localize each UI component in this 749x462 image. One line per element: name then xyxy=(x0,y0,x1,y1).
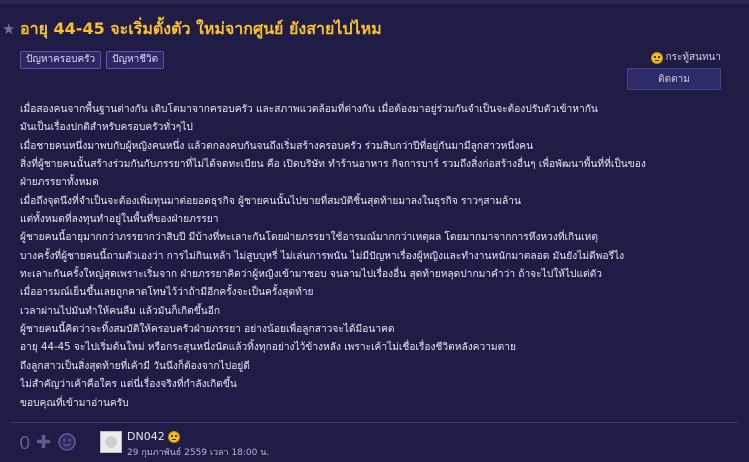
author-name[interactable]: DN042 xyxy=(127,430,165,443)
top-bar xyxy=(0,0,749,4)
author-block xyxy=(127,430,180,443)
body-line: บางครั้งที่ผู้ชายคนนี้ถามตัวเองว่า การไม่กินเหล้า ไม่สูบบุหรี่ ไม่เล่นการพนัน ไม่มีปัญหาเรื่องผู้หญิงและทำงานหนักมาตลอด มันยังไม่ดีพอรึไง xyxy=(20,250,625,262)
post-body xyxy=(20,101,720,413)
post-date: 29 กุมภาพันธ์ 2559 เวลา 18:00 น. xyxy=(127,448,270,458)
body-line: เมื่อสองคนจากพื้นฐานต่างกัน เติบโตมาจากครอบครัว และสภาพแวดล้อมที่ต่างกัน เมื่อต้องมาอยู่ร่วมกันจำเป็นจะต้องปรับตัวเข้าหากัน xyxy=(20,104,598,115)
post-title: อายุ 44-45 จะเริ่มตั้งตัว ใหม่จากศูนย์ ยังสายไปไหม xyxy=(20,19,382,38)
body-line: สิ่งที่ผู้ชายคนนั้นสร้างร่วมกันกับภรรยาที่ไม่ได้จดทะเบียน คือ เปิดบริษัท ทำร้านอาหาร กิจการบาร์ รวมถึงสิ่งก่อสร้างอื่นๆ เพื่อพัฒนาพื้นที่ที่เป็นของ xyxy=(20,159,646,171)
emoticon-icon xyxy=(168,431,180,443)
post-type-label xyxy=(651,50,721,65)
body-line: ผู้ชายคนนี้อายุมากกว่าภรรยากว่าสิบปี มีบ้างที่ทะเลาะกันโดยฝ่ายภรรยาใช้อารมณ์มากกว่าเหตุผล โดยมากมาจากการหึงหวงที่เกินเหตุ xyxy=(20,232,598,244)
body-line: ถึงลูกสาวเป็นสิ่งสุดท้ายที่เค้ามี วันนึงก็ต้องจากไปอยู่ดี xyxy=(20,360,250,372)
body-line: ขอบคุณที่เข้ามาอ่านครับ xyxy=(20,397,129,409)
body-line: แต่ทั้งหมดที่ลงทุนทำอยู่ในพื้นที่ของฝ่ายภรรยา xyxy=(20,214,219,226)
body-line: ผู้ชายคนนี้คิดว่าจะทิ้งสมบัติให้ครอบครัวฝ่ายภรรยา อย่างน้อยเพื่อลูกสาวจะได้มีอนาคต xyxy=(20,324,395,336)
body-line: ไม่สำคัญว่าเค้าคือใคร แต่นี่เรื่องจริงที่กำลังเกิดขึ้น xyxy=(20,379,237,391)
emoticon-icon[interactable] xyxy=(58,433,76,451)
star-icon[interactable]: ★ xyxy=(2,20,16,38)
plus-icon[interactable]: ✚ xyxy=(36,432,52,453)
avatar[interactable] xyxy=(100,431,122,453)
divider xyxy=(10,422,738,423)
body-line: เมื่อชายคนหนึ่งมาพบกับผู้หญิงคนหนึ่ง แล้วตกลงคบกันจนถึงเริ่มสร้างครอบครัว ร่วมสิบกว่าปีที่อยู่กันมามีลูกสาวหนึ่งคน xyxy=(20,140,534,152)
vote-count: 0 xyxy=(19,433,31,454)
body-line: ฝ่ายภรรยาทั้งหมด xyxy=(20,177,99,189)
body-line: เวลาผ่านไปมันทำให้คนลืม แล้วมันก็เกิดขึ้นอีก xyxy=(20,305,221,317)
tag-family-problem[interactable]: ปัญหาครอบครัว xyxy=(20,51,101,69)
post-type-text: กระทู้สนทนา xyxy=(665,52,721,63)
body-line: อายุ 44-45 จะไปเริ่มต้นใหม่ หรือกระสุนหนึ่งนัดแล้วทิ้งทุกอย่างไว้ข้างหลัง เพราะเค้าไม่เชื่อเรื่องชีวิตหลังความตาย xyxy=(20,342,516,354)
emoticon-icon xyxy=(651,52,663,64)
body-line: เมื่อถึงจุดนึงที่จำเป็นจะต้องเพิ่มทุนมาต่อยอดธุรกิจ ผู้ชายคนนั้นไปขายที่สมบัติชิ้นสุดท้ายมาลงในธุรกิจ ราวๆสามล้าน xyxy=(20,195,521,207)
body-line: ทะเลาะกันครั้งใหญ่สุดเพราะเริ่มจาก ฝ่ายภรรยาคิดว่าผู้หญิงเข้ามาชอบ จนลามไปเรื่องอื่น สุดท้ายหลุดปากมาคำว่า ถ้าจะไปให้ไปแต่ตัว xyxy=(20,269,602,281)
body-line: เมื่ออารมณ์เย็นขึ้นเลยถูกคาดโทษไว้ว่าถ้ามีอีกครั้งจะเป็นครั้งสุดท้าย xyxy=(20,287,314,299)
follow-button[interactable]: ติดตาม xyxy=(627,68,721,90)
tag-list xyxy=(20,51,164,69)
tag-life-problem[interactable]: ปัญหาชีวิต xyxy=(106,51,164,69)
body-line: มันเป็นเรื่องปกติสำหรับครอบครัวทั่วๆไป xyxy=(20,122,193,134)
